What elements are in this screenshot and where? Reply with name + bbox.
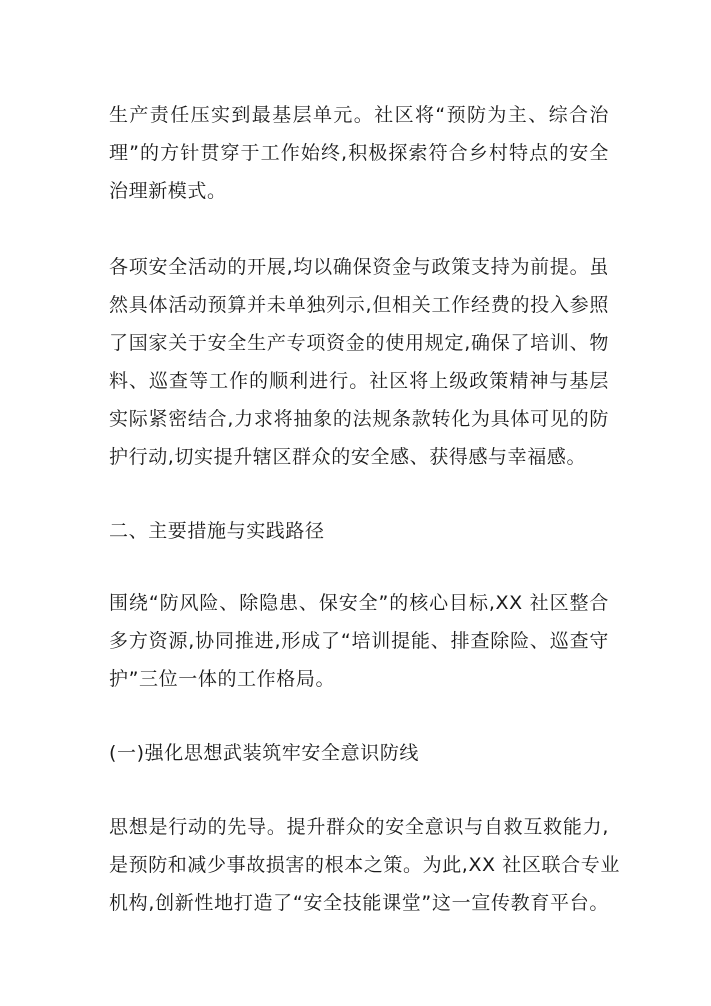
paragraph-4-line-1: 思想是行动的先导。提升群众的安全意识与自救互救能力,	[109, 816, 609, 838]
paragraph-1-line-3: 治理新模式。	[109, 180, 227, 202]
paragraph-2-line-5: 实际紧密结合,力求将抽象的法规条款转化为具体可见的防	[109, 408, 609, 430]
section-heading: 二、主要措施与实践路径	[109, 520, 325, 542]
paragraph-1-line-2: 理”的方针贯穿于工作始终,积极探索符合乡村特点的安全	[109, 142, 609, 164]
paragraph-3-line-3: 护”三位一体的工作格局。	[109, 668, 336, 690]
paragraph-2-line-4: 料、巡查等工作的顺利进行。社区将上级政策精神与基层	[109, 370, 609, 392]
paragraph-4-line-2: 是预防和减少事故损害的根本之策。为此,XX 社区联合专业	[109, 854, 620, 876]
subsection-heading: (一)强化思想武装筑牢安全意识防线	[109, 742, 420, 764]
paragraph-4-line-3: 机构,创新性地打造了“安全技能课堂”这一宣传教育平台。	[109, 892, 609, 914]
paragraph-3-line-2: 多方资源,协同推进,形成了“培训提能、排查除险、巡查守	[109, 630, 609, 652]
paragraph-2-line-2: 然具体活动预算并未单独列示,但相关工作经费的投入参照	[109, 294, 609, 316]
paragraph-2-line-1: 各项安全活动的开展,均以确保资金与政策支持为前提。虽	[109, 256, 609, 278]
paragraph-2-line-3: 了国家关于安全生产专项资金的使用规定,确保了培训、物	[109, 332, 609, 354]
paragraph-3-line-1: 围绕“防风险、除隐患、保安全”的核心目标,XX 社区整合	[109, 592, 609, 614]
paragraph-2-line-6: 护行动,切实提升辖区群众的安全感、获得感与幸福感。	[109, 446, 587, 468]
paragraph-1-line-1: 生产责任压实到最基层单元。社区将“预防为主、综合治	[109, 104, 609, 126]
